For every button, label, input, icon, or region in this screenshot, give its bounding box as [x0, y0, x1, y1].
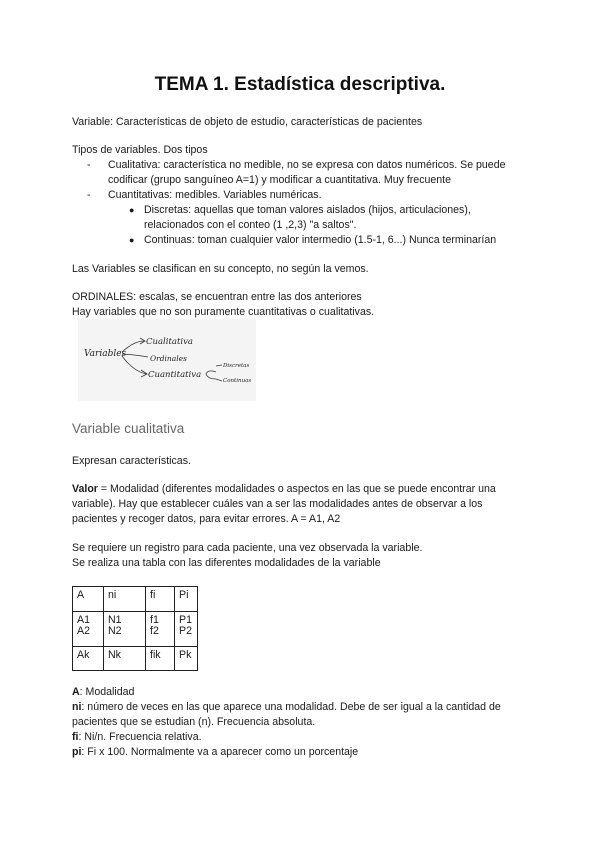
list-item-cualitativa	[87, 158, 506, 188]
sublist-item-discretas	[129, 203, 505, 233]
table-cell: ni	[104, 587, 146, 612]
table-cell: P1 P2	[175, 612, 198, 647]
type-list	[87, 158, 506, 248]
diagram-svg	[78, 319, 256, 401]
concept-text: Las Variables se clasifican en su concepto, no según la vemos.	[72, 263, 369, 275]
valor-line-2: variable). Hay que establecer cuáles van a ser las modalidades antes de observar a los	[72, 498, 483, 510]
table-cell: Pk	[175, 647, 198, 671]
registro-line-2: Se realiza una tabla con las diferentes modalidades de la variable	[72, 557, 381, 569]
table-cell: Ak	[73, 647, 104, 671]
table-cell: A1 A2	[73, 612, 104, 647]
expresan-text: Expresan características.	[72, 455, 191, 467]
types-heading: Tipos de variables. Dos tipos	[72, 144, 208, 156]
sketch-leaf-discretas: Discretas	[223, 363, 250, 369]
valor-line-3: pacientes y recoger datos, para evitar errores. A = A1, A2	[72, 513, 341, 525]
table-cell: f1 f2	[146, 612, 175, 647]
sketch-root: Variables	[84, 349, 127, 359]
cualitativa-line-1: Cualitativa: característica no medible, no se expresa con datos numéricos. Se puede	[108, 159, 506, 171]
table-cell: N1 N2	[104, 612, 146, 647]
valor-line-1: = Modalidad (diferentes modalidades o aspectos en las que se puede encontrar una	[97, 483, 496, 495]
table-row	[73, 647, 198, 671]
sketch-branch-cualitativa: Cualitativa	[146, 337, 193, 347]
frequency-table	[72, 586, 198, 671]
discretas-line-2: relacionados con el conteo (1 ,2,3) "a saltos".	[144, 219, 357, 231]
dash-marker: -	[87, 189, 91, 201]
def-a: A: Modalidad	[72, 686, 135, 698]
sketch-branch-ordinales: Ordinales	[150, 354, 187, 363]
table-cell: A	[73, 587, 104, 612]
valor-label: Valor	[72, 483, 98, 495]
frequency-table-wrapper	[72, 586, 198, 671]
page-title: TEMA 1. Estadística descriptiva.	[154, 74, 446, 95]
table-cell: fik	[146, 647, 175, 671]
bracket-line	[206, 371, 216, 379]
registro-line-1: Se requiere un registro para cada paciente, una vez observada la variable.	[72, 542, 423, 554]
cuantitativas-line: Cuantitativas: medibles. Variables numéricas.	[108, 189, 322, 201]
table-row	[73, 612, 198, 647]
branch-line	[216, 379, 222, 381]
table-cell: Nk	[104, 647, 146, 671]
ordinales-line-1: ORDINALES: escalas, se encuentran entre las dos anteriores	[72, 291, 362, 303]
table-header-row	[73, 587, 198, 612]
ordinales-line-2: Hay variables que no son puramente cuantitativas o cualitativas.	[72, 306, 375, 318]
table-cell: fi	[146, 587, 175, 612]
dash-marker: -	[87, 159, 91, 171]
continuas-line: Continuas: toman cualquier valor intermedio (1.5-1, 6...) Nunca terminarían	[144, 234, 497, 246]
intro-text: Variable: Características de objeto de estudio, características de pacientes	[72, 116, 423, 128]
sketch-leaf-continuas: Continuas	[223, 378, 252, 384]
sketch-branch-cuantitativa: Cuantitativa	[148, 370, 202, 380]
handwritten-diagram	[78, 319, 256, 401]
discretas-line-1: Discretas: aquellas que toman valores aislados (hijos, articulaciones),	[144, 204, 471, 216]
def-ni-cont: pacientes que se estudian (n). Frecuencia absoluta.	[72, 716, 316, 728]
cualitativa-line-2: codificar (grupo sanguíneo A=1) y modificar a cuantitativa. Muy frecuente	[108, 174, 452, 186]
list-item-cuantitativas	[87, 188, 505, 203]
def-pi: pi: Fi x 100. Normalmente va a aparecer como un porcentaje	[72, 746, 359, 758]
bullet-marker: ●	[129, 235, 135, 245]
branch-line	[216, 365, 222, 366]
def-fi: fi: Ni/n. Frecuencia relativa.	[72, 731, 202, 743]
bullet-marker: ●	[129, 205, 135, 215]
section-heading-cualitativa: Variable cualitativa	[72, 421, 185, 436]
valor-paragraph	[72, 482, 496, 527]
sublist-item-continuas	[129, 233, 505, 248]
table-cell: Pi	[175, 587, 198, 612]
definitions-block	[72, 685, 501, 760]
def-ni: ni: número de veces en las que aparece una modalidad. Debe de ser igual a la cantidad de	[72, 701, 501, 713]
